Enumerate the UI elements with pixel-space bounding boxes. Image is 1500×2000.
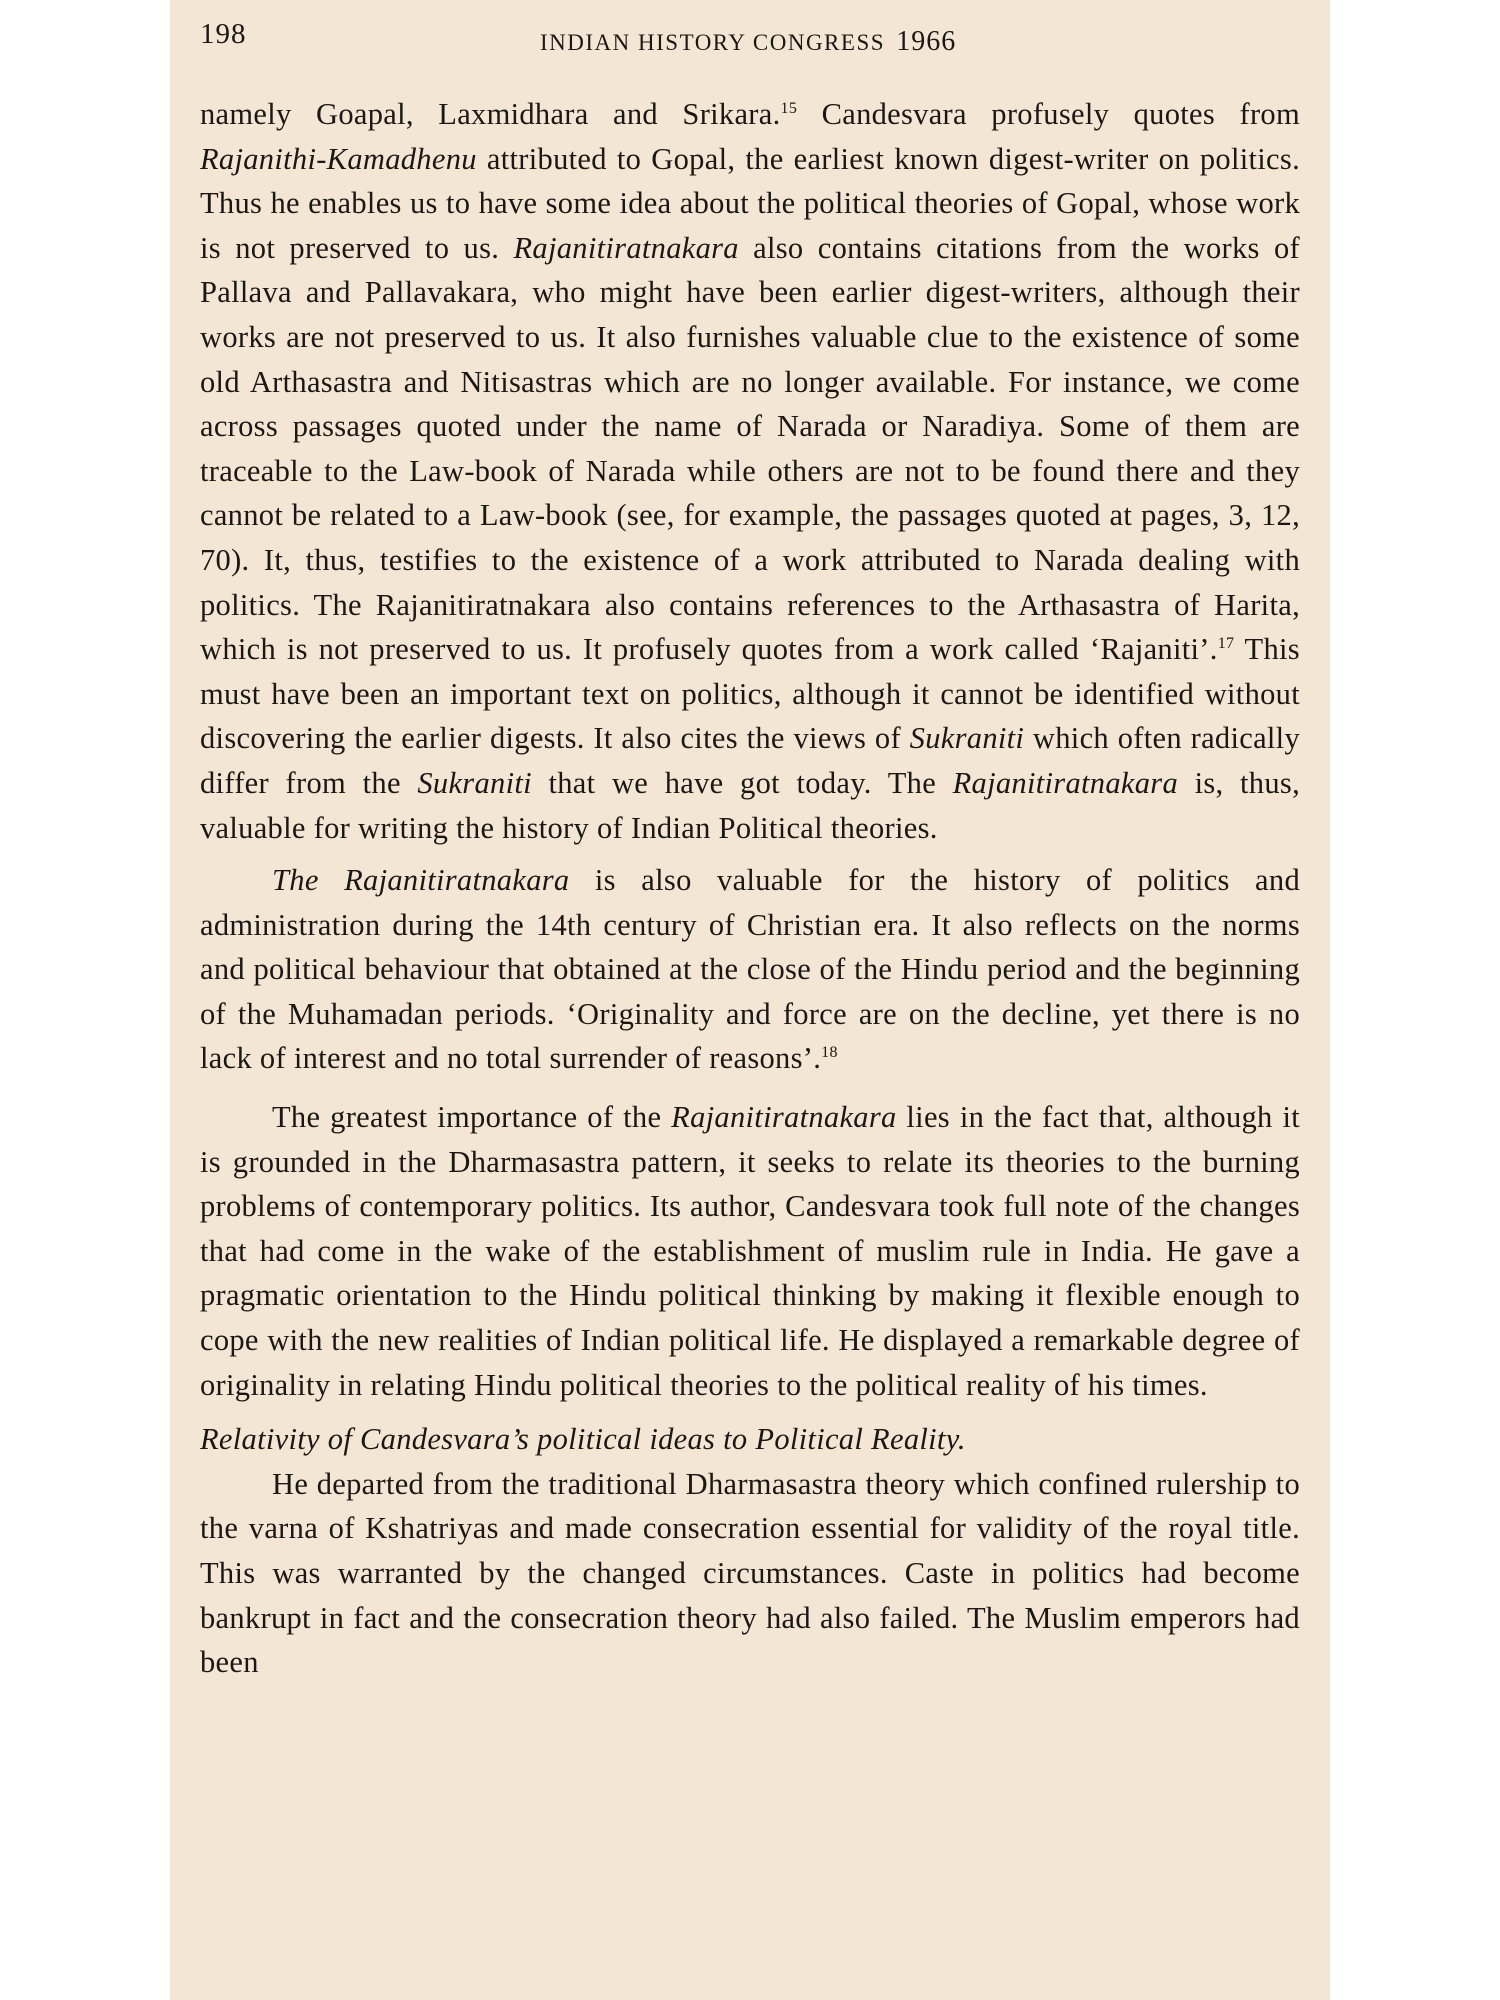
italic-title: Rajanithi-Kamadhenu bbox=[200, 141, 477, 176]
text-run: is also valuable for the history of politics and administration during the 14th century of Christian era. It also reflects on the norms and political behaviour that obtained at the close of the Hindu period and the beginning of the Muhamadan periods. ‘Originality and force are on the decline, yet there is no lack of interest and no total surrender of reasons’. bbox=[200, 863, 1300, 1076]
italic-title: Rajanitiratnakara bbox=[671, 1100, 897, 1135]
paragraph-3 bbox=[200, 1095, 1300, 1407]
text-run: attributed to Gopal, the earliest known digest-writer on politics. Thus he enables us to have some idea about the political theories of Gopal, whose work is not preserved to us. bbox=[200, 141, 1300, 265]
italic-title: Sukraniti bbox=[417, 765, 532, 800]
footnote-ref-15: 15 bbox=[780, 100, 798, 117]
paragraph-4 bbox=[200, 1462, 1300, 1685]
footnote-ref-18: 18 bbox=[821, 1044, 838, 1062]
italic-title: Rajanitiratnakara bbox=[513, 230, 739, 265]
text-run: lies in the fact that, although it is grounded in the Dharmasastra pattern, it seeks to relate its theories to the burning problems of contemporary politics. Its author, Candesvara took full note of the changes that had come in the wake of the establishment of muslim rule in India. He gave a pragmatic orientation to the Hindu political thinking by making it flexible enough to cope with the new realities of Indian political life. He displayed a remarkable degree of originality in relating Hindu political theories to the political reality of his times. bbox=[200, 1100, 1300, 1402]
italic-title: The Rajanitiratnakara bbox=[272, 863, 570, 898]
text-run: Candesvara profusely quotes from bbox=[797, 97, 1300, 131]
italic-title: Rajanitiratnakara bbox=[952, 765, 1179, 800]
running-head-title: INDIAN HISTORY CONGRESS bbox=[540, 30, 886, 55]
page-header bbox=[200, 18, 1300, 68]
text-run: The greatest importance of the bbox=[272, 1100, 672, 1135]
body-text bbox=[200, 92, 1300, 1685]
running-head-year: 1966 bbox=[896, 26, 957, 57]
text-run: is, thus, valuable for writing the history of Indian Political theories. bbox=[200, 765, 1300, 845]
text-run: This must have been an important text on politics, although it cannot be identified without discovering the earlier digests. It also cites the views of bbox=[200, 632, 1300, 756]
text-run: namely Goapal, Laxmidhara and Srikara. bbox=[200, 97, 781, 131]
paragraph-1 bbox=[200, 92, 1300, 850]
italic-title: Sukraniti bbox=[909, 721, 1025, 756]
text-run: which often radically differ from the bbox=[200, 721, 1300, 800]
book-page bbox=[170, 0, 1330, 2000]
running-head bbox=[540, 26, 956, 58]
footnote-ref-17: 17 bbox=[1217, 635, 1235, 653]
section-subheading: Relativity of Candesvara’s political ideas to Political Reality. bbox=[200, 1422, 966, 1457]
page-number: 198 bbox=[200, 18, 247, 50]
paragraph-2 bbox=[200, 858, 1300, 1081]
text-run: He departed from the traditional Dharmasastra theory which confined rulership to the varna of Kshatriyas and made consecration essential for validity of the royal title. This was warranted by the changed circumstances. Caste in politics had become bankrupt in fact and the consecration theory had also failed. The Muslim emperors had been bbox=[200, 1466, 1300, 1680]
text-run: that we have got today. The bbox=[531, 765, 953, 800]
text-run: also contains citations from the works of Pallava and Pallavakara, who might have been earlier digest-writers, although their works are not preserved to us. It also furnishes valuable clue to the existence of some old Arthasastra and Nitisastras which are no longer available. For instance, we come across passages quoted under the name of Narada or Naradiya. Some of them are traceable to the Law-book of Narada while others are not to be found there and they cannot be related to a Law-book (see, for example, the passages quoted at pages, 3, 12, 70). It, thus, testifies to the existence of a work attributed to Narada dealing with politics. The Rajanitiratnakara also contains references to the Arthasastra of Harita, which is not preserved to us. It profusely quotes from a work called ‘Rajaniti’. bbox=[200, 230, 1300, 667]
